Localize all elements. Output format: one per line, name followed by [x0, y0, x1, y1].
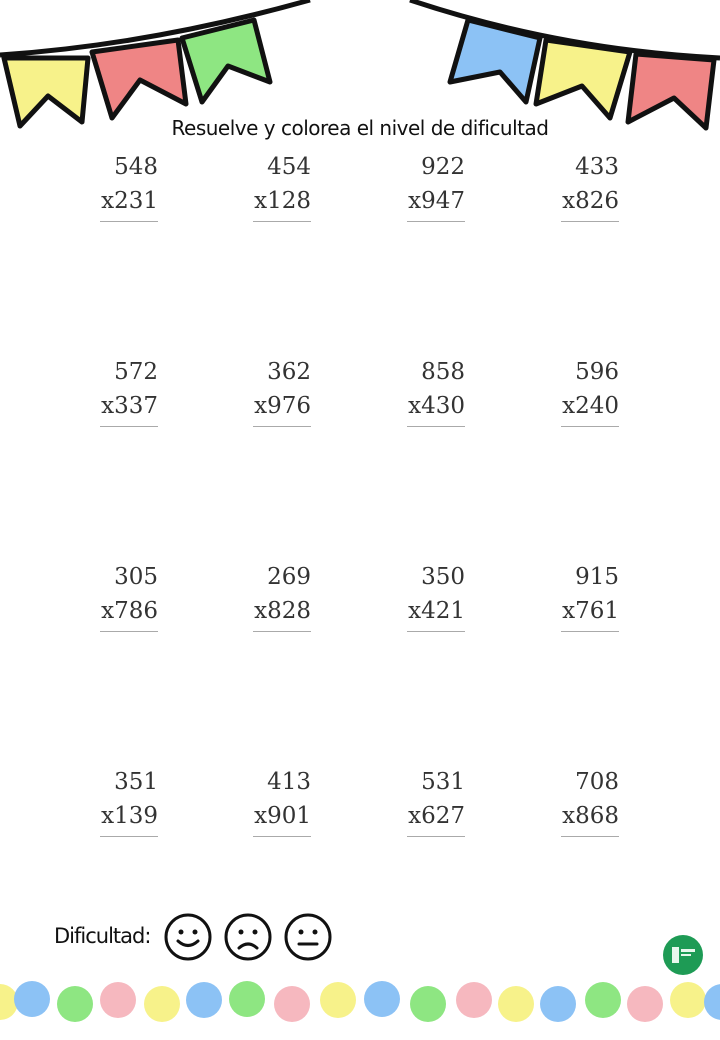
answer-line: [561, 221, 619, 222]
multiplication-problem: [561, 355, 619, 427]
multiplier: x231: [101, 188, 158, 214]
multiplicand: 413: [267, 769, 311, 795]
multiplication-problem: [100, 355, 158, 427]
multiplier: x337: [101, 393, 158, 419]
decorative-dot: [144, 986, 180, 1022]
decorative-dot: [14, 981, 50, 1017]
multiplication-problem: [253, 765, 311, 837]
multiplication-problem: [100, 560, 158, 632]
answer-line: [100, 631, 158, 632]
multiplication-problem: [253, 150, 311, 222]
answer-line: [253, 426, 311, 427]
multiplication-problem: [407, 765, 465, 837]
answer-line: [561, 631, 619, 632]
multiplicand: 596: [575, 359, 619, 385]
difficulty-label: Dificultad:: [54, 924, 151, 948]
multiplicand: 922: [421, 154, 465, 180]
decorative-dot: [410, 986, 446, 1022]
decorative-dot: [585, 982, 621, 1018]
flag-red-left: [92, 40, 186, 118]
multiplication-problem: [561, 150, 619, 222]
decorative-dot: [704, 984, 720, 1020]
multiplication-problem: [561, 765, 619, 837]
multiplicand: 572: [114, 359, 158, 385]
answer-line: [253, 836, 311, 837]
multiplier: x947: [408, 188, 465, 214]
multiplicand: 708: [575, 769, 619, 795]
answer-line: [100, 221, 158, 222]
multiplication-problem: [561, 560, 619, 632]
decorative-dot: [186, 982, 222, 1018]
answer-line: [561, 426, 619, 427]
multiplier: x430: [408, 393, 465, 419]
page-title: Resuelve y colorea el nivel de dificultad: [171, 116, 549, 140]
answer-line: [253, 221, 311, 222]
answer-line: [407, 426, 465, 427]
multiplier: x128: [254, 188, 311, 214]
multiplication-problem: [253, 560, 311, 632]
multiplier: x868: [562, 803, 619, 829]
answer-line: [253, 631, 311, 632]
multiplicand: 454: [267, 154, 311, 180]
publisher-logo-icon: [663, 935, 703, 975]
multiplicand: 351: [114, 769, 158, 795]
decorative-dot: [456, 982, 492, 1018]
multiplier: x421: [408, 598, 465, 624]
multiplication-problem: [407, 355, 465, 427]
multiplicand: 548: [114, 154, 158, 180]
answer-line: [100, 836, 158, 837]
multiplier: x139: [101, 803, 158, 829]
multiplicand: 269: [267, 564, 311, 590]
multiplication-problem: [407, 560, 465, 632]
decorative-dot: [100, 982, 136, 1018]
multiplier: x976: [254, 393, 311, 419]
multiplier: x627: [408, 803, 465, 829]
decorative-dot: [57, 986, 93, 1022]
multiplier: x826: [562, 188, 619, 214]
multiplier: x828: [254, 598, 311, 624]
multiplier: x240: [562, 393, 619, 419]
decorative-dot: [274, 986, 310, 1022]
multiplicand: 858: [421, 359, 465, 385]
answer-line: [407, 221, 465, 222]
flag-blue-right: [450, 20, 540, 102]
multiplicand: 305: [114, 564, 158, 590]
decorative-dot: [540, 986, 576, 1022]
answer-line: [407, 836, 465, 837]
answer-line: [100, 426, 158, 427]
answer-line: [407, 631, 465, 632]
multiplier: x761: [562, 598, 619, 624]
decorative-dot: [670, 982, 706, 1018]
multiplicand: 915: [575, 564, 619, 590]
multiplicand: 350: [421, 564, 465, 590]
multiplicand: 531: [421, 769, 465, 795]
decorative-dot: [229, 981, 265, 1017]
neutral-face-icon[interactable]: [283, 912, 333, 962]
multiplicand: 362: [267, 359, 311, 385]
multiplication-problem: [253, 355, 311, 427]
decorative-dot: [320, 982, 356, 1018]
flag-green-left: [182, 20, 270, 102]
multiplication-problem: [407, 150, 465, 222]
multiplication-problem: [100, 765, 158, 837]
multiplication-problem: [100, 150, 158, 222]
smiley-face-icon[interactable]: [163, 912, 213, 962]
multiplicand: 433: [575, 154, 619, 180]
decorative-dot: [498, 986, 534, 1022]
multiplier: x786: [101, 598, 158, 624]
flag-yellow-right: [536, 40, 630, 118]
decorative-dot: [627, 986, 663, 1022]
sad-face-icon[interactable]: [223, 912, 273, 962]
multiplier: x901: [254, 803, 311, 829]
decorative-dots-border: [0, 975, 720, 1035]
answer-line: [561, 836, 619, 837]
decorative-dot: [364, 981, 400, 1017]
